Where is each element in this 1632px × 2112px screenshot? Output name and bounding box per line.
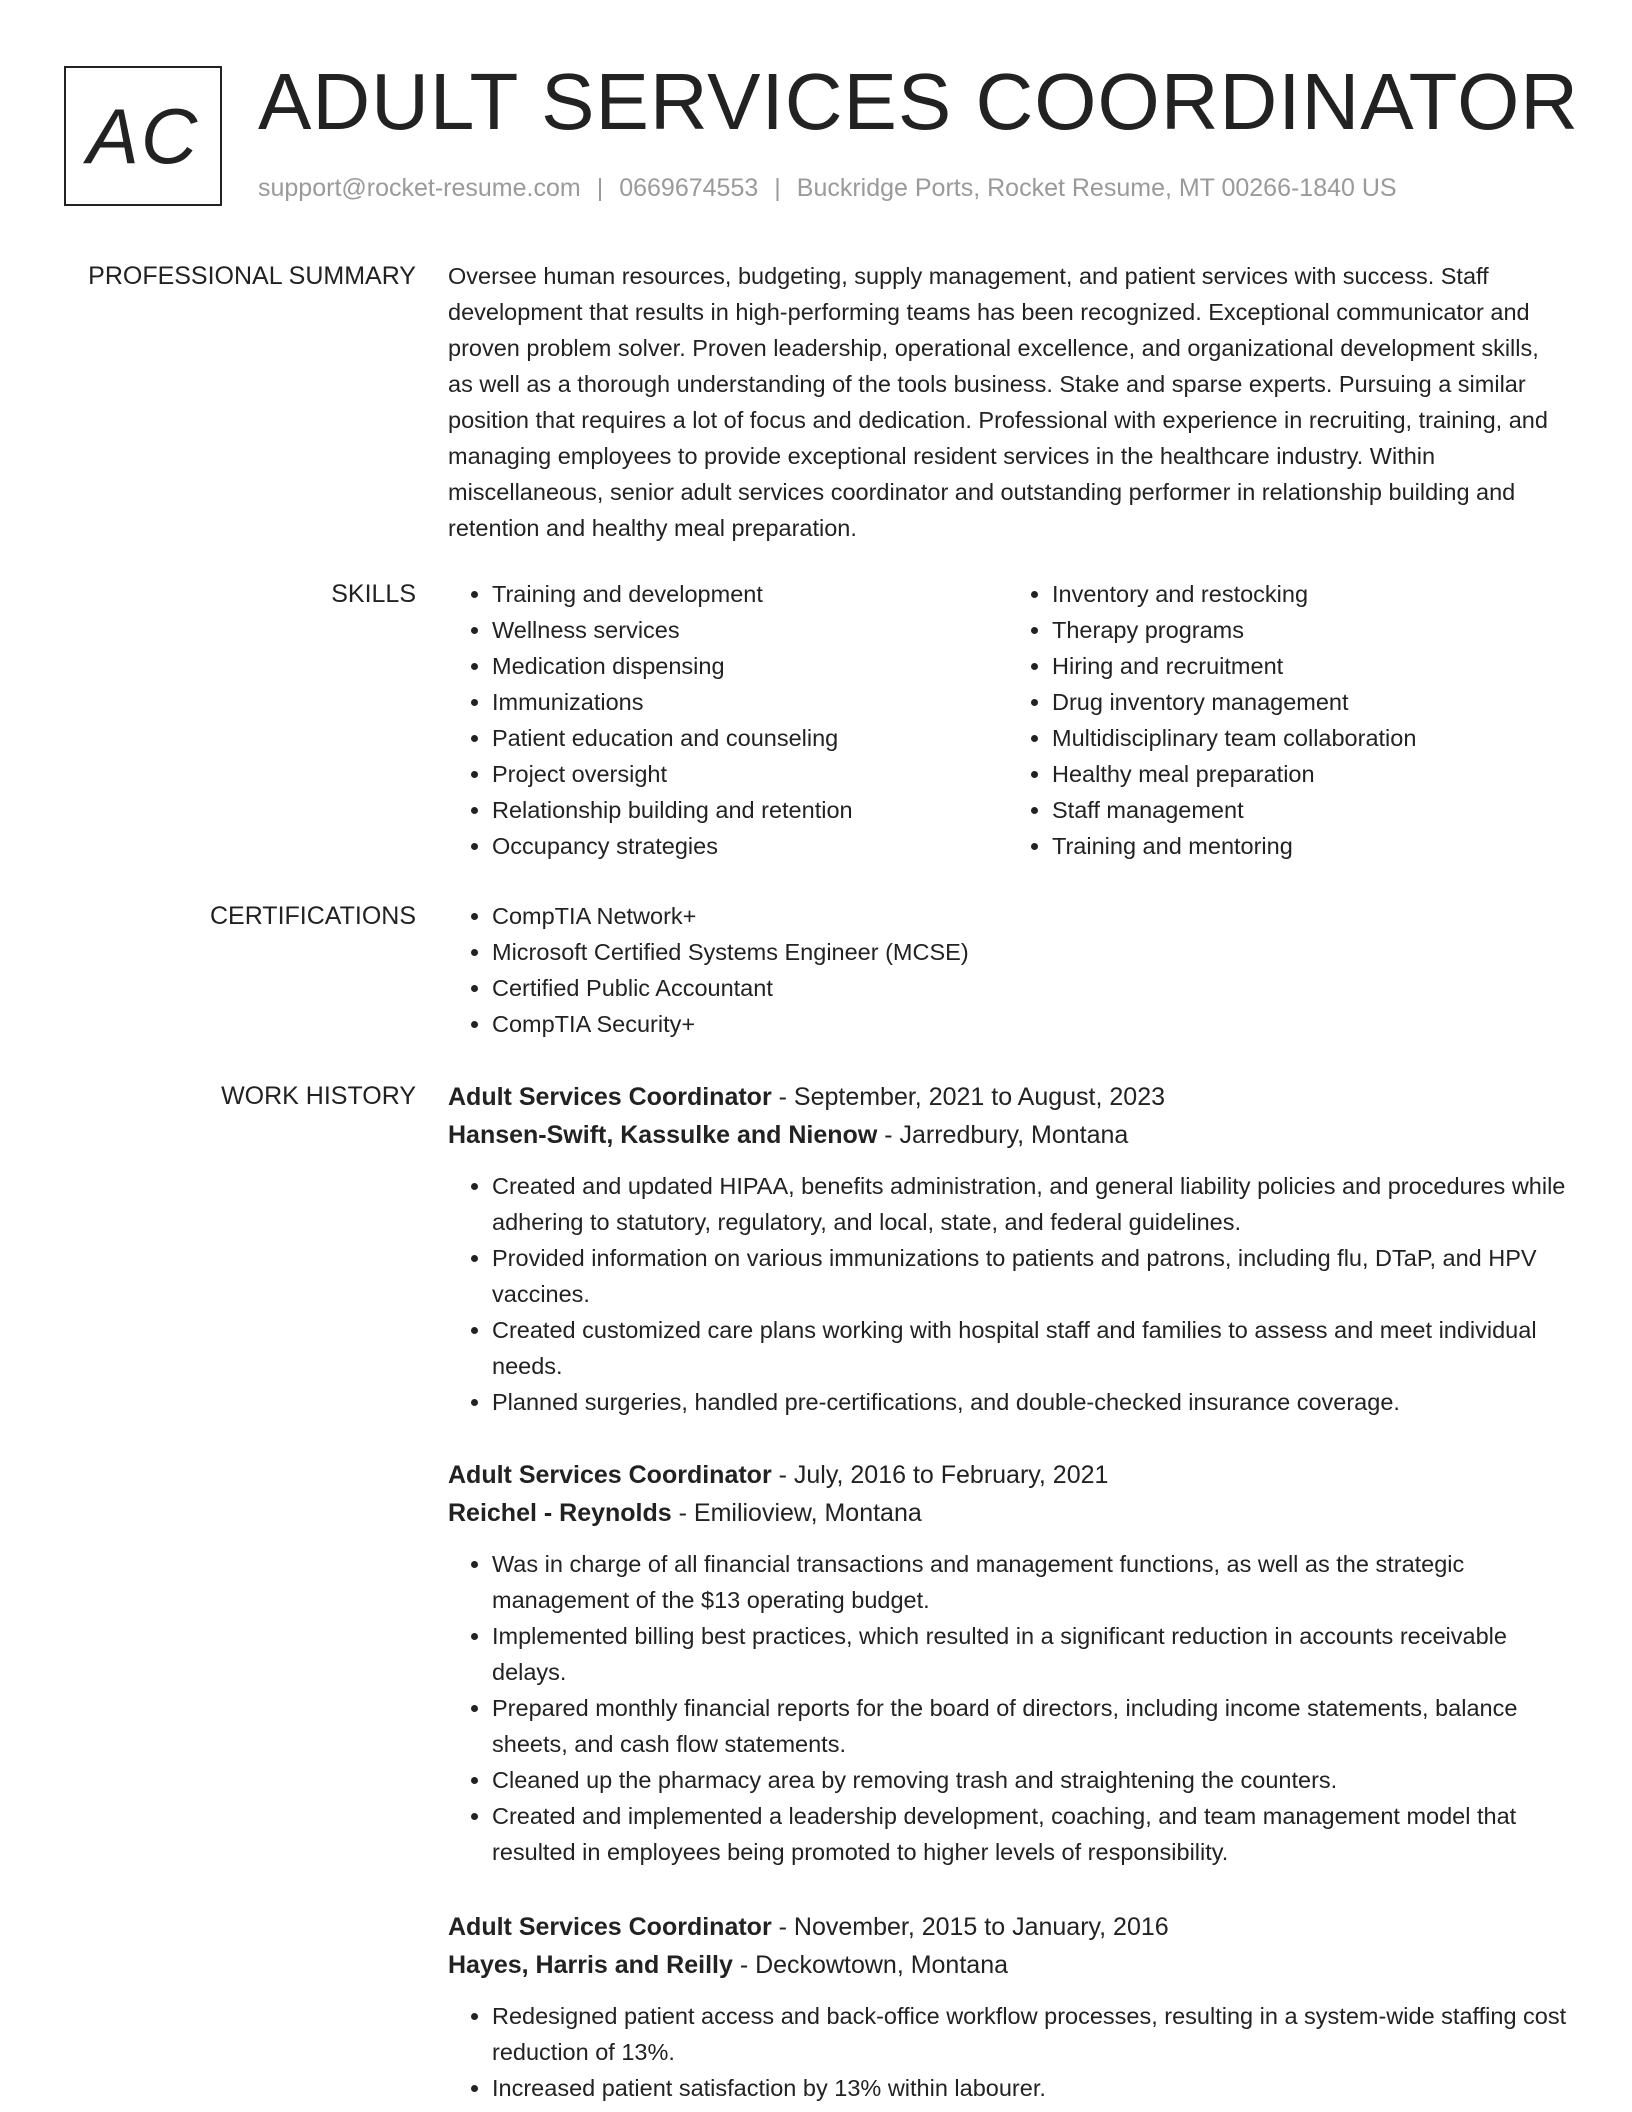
summary-text: Oversee human resources, budgeting, supply management, and patient services with success. Staff development that results in high-performing teams has been recognized. Exceptional communicator and proven problem solver. Proven leadership, operational excellence, and organizational development skills, as well as a thorough understanding of the tools business. Stake and sparse experts. Pursuing a similar position that requires a lot of focus and dedication. Professional with experience in recruiting, training, and managing employees to provide exceptional resident services in the healthcare industry. Within miscellaneous, senior adult services coordinator and outstanding performer in relationship building and retention and healthy meal preparation.: [448, 263, 1548, 541]
job-title-line: [448, 1456, 1568, 1494]
certifications-list: [448, 898, 1568, 1042]
list-item: • Wellness services: [492, 612, 1008, 648]
resume-title: ADULT SERVICES COORDINATOR: [258, 57, 1580, 146]
list-item: • Cleaned up the pharmacy area by removing trash and straightening the counters.: [492, 1762, 1568, 1798]
job-company-line: [448, 1116, 1568, 1154]
monogram-initials: AC: [86, 91, 200, 180]
list-item: • CompTIA Network+: [492, 898, 1568, 934]
list-item: • Medication dispensing: [492, 648, 1008, 684]
certifications-label: CERTIFICATIONS: [209, 902, 416, 930]
job-location: - Deckowtown, Montana: [732, 1951, 1008, 1979]
job-entry: [448, 1456, 1568, 1908]
job-company-line: [448, 1494, 1568, 1532]
list-item: • Patient education and counseling: [492, 720, 1008, 756]
list-item: • Therapy programs: [1052, 612, 1568, 648]
list-item: • Relationship building and retention: [492, 792, 1008, 828]
list-item: • CompTIA Security+: [492, 1006, 1568, 1042]
list-item: • Occupancy strategies: [492, 828, 1008, 864]
list-item: • Project oversight: [492, 756, 1008, 792]
contact-email[interactable]: support@rocket-resume.com: [258, 174, 581, 202]
job-location: - Jarredbury, Montana: [877, 1121, 1129, 1149]
job-company-line: [448, 1946, 1568, 1984]
list-item: • Redesigned patient access and back-office workflow processes, resulting in a system-wide staffing cost reduction of 13%.: [492, 1998, 1568, 2070]
list-item: • Microsoft Certified Systems Engineer (MCSE): [492, 934, 1568, 970]
job-dates: - September, 2021 to August, 2023: [771, 1083, 1166, 1111]
work-label: WORK HISTORY: [221, 1082, 416, 1110]
list-item: • Drug inventory management: [1052, 684, 1568, 720]
job-title: Adult Services Coordinator: [448, 1083, 772, 1111]
summary-content: [448, 258, 1568, 546]
list-item: • Staff management: [1052, 792, 1568, 828]
list-item: • Created customized care plans working with hospital staff and families to assess and meet individual needs.: [492, 1312, 1568, 1384]
job-bullets: [448, 1998, 1568, 2106]
job-bullets: [448, 1168, 1568, 1420]
skills-list-left: [448, 576, 1008, 864]
list-item: • Implemented billing best practices, which resulted in a significant reduction in accounts receivable delays.: [492, 1618, 1568, 1690]
skills-list-right: [1008, 576, 1568, 864]
list-item: • Healthy meal preparation: [1052, 756, 1568, 792]
contact-separator: |: [774, 174, 781, 202]
job-location: - Emilioview, Montana: [671, 1499, 922, 1527]
job-company: Hansen-Swift, Kassulke and Nienow: [448, 1121, 878, 1149]
list-item: • Prepared monthly financial reports for the board of directors, including income statements, balance sheets, and cash flow statements.: [492, 1690, 1568, 1762]
list-item: • Inventory and restocking: [1052, 576, 1568, 612]
list-item: • Hiring and recruitment: [1052, 648, 1568, 684]
list-item: • Training and development: [492, 576, 1008, 612]
job-company: Hayes, Harris and Reilly: [448, 1951, 733, 1979]
job-entry: [448, 1908, 1568, 2106]
job-title: Adult Services Coordinator: [448, 1461, 772, 1489]
job-dates: - July, 2016 to February, 2021: [771, 1461, 1109, 1489]
contact-separator: |: [596, 174, 604, 202]
list-item: • Was in charge of all financial transactions and management functions, as well as the strategic management of the $13 operating budget.: [492, 1546, 1568, 1618]
skills-label: SKILLS: [331, 580, 416, 608]
list-item: • Multidisciplinary team collaboration: [1052, 720, 1568, 756]
job-title-line: [448, 1908, 1568, 1946]
contact-phone[interactable]: 0669674553: [619, 174, 759, 202]
list-item: • Created and updated HIPAA, benefits administration, and general liability policies and procedures while adhering to statutory, regulatory, and local, state, and federal guidelines.: [492, 1168, 1568, 1240]
list-item: • Increased patient satisfaction by 13% within labourer.: [492, 2070, 1568, 2106]
list-item: • Provided information on various immunizations to patients and patrons, including flu, DTaP, and HPV vaccines.: [492, 1240, 1568, 1312]
skills-content: [448, 576, 1568, 864]
job-company: Reichel - Reynolds: [448, 1499, 672, 1527]
list-item: • Planned surgeries, handled pre-certifications, and double-checked insurance coverage.: [492, 1384, 1568, 1420]
work-content: [448, 1078, 1568, 2106]
list-item: • Training and mentoring: [1052, 828, 1568, 864]
monogram-badge: [64, 66, 222, 206]
contact-address: Buckridge Ports, Rocket Resume, MT 00266-1840 US: [796, 174, 1397, 202]
job-title: Adult Services Coordinator: [448, 1913, 772, 1941]
job-dates: - November, 2015 to January, 2016: [771, 1913, 1169, 1941]
certifications-content: [448, 898, 1568, 1042]
list-item: • Created and implemented a leadership development, coaching, and team management model that resulted in employees being promoted to higher levels of responsibility.: [492, 1798, 1568, 1870]
job-title-line: [448, 1078, 1568, 1116]
list-item: • Immunizations: [492, 684, 1008, 720]
contact-line: [258, 174, 1397, 203]
list-item: • Certified Public Accountant: [492, 970, 1568, 1006]
job-bullets: [448, 1546, 1568, 1870]
summary-label: PROFESSIONAL SUMMARY: [88, 262, 416, 290]
job-entry: [448, 1078, 1568, 1456]
